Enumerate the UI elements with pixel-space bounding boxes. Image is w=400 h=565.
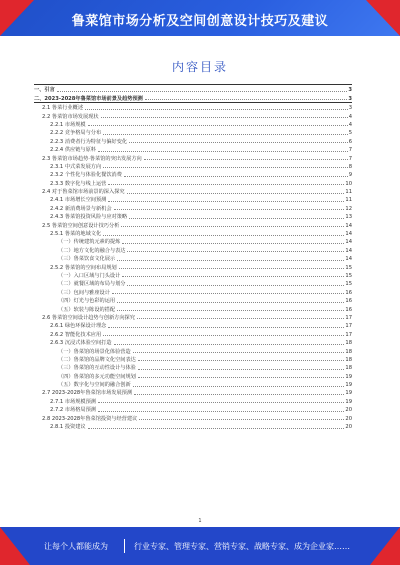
toc-entry[interactable]: [34, 84, 352, 93]
toc-entry-page: 3: [348, 95, 352, 102]
toc-entry-page: 18: [345, 356, 352, 363]
toc-entry-page: 15: [345, 272, 352, 279]
toc-entry[interactable]: [34, 229, 352, 237]
toc-entry[interactable]: [34, 111, 352, 119]
toc-entry[interactable]: [34, 396, 352, 404]
toc-entry[interactable]: [34, 254, 352, 262]
toc-entry[interactable]: [34, 178, 352, 186]
toc-entry-page: 19: [345, 398, 352, 405]
toc-leader-dots: [85, 109, 348, 110]
toc-entry-text: 2.2.4 供应链与原料: [50, 147, 96, 154]
toc-entry-page: 18: [345, 340, 352, 347]
toc-entry-page: 17: [345, 323, 352, 330]
toc-entry[interactable]: [34, 279, 352, 287]
toc-entry-page: 17: [345, 331, 352, 338]
toc-entry[interactable]: [34, 346, 352, 354]
toc-entry-text: 2.6.3 沉浸式体验空间打造: [50, 340, 112, 347]
toc-leader-dots: [133, 386, 345, 387]
document-title: 鲁菜馆市场分析及空间创意设计技巧及建议: [71, 14, 329, 29]
toc-entry-text: 2.3.1 中式菜发展方向: [50, 163, 102, 170]
toc-entry-page: 16: [345, 298, 352, 305]
toc-entry-text: （五）软装与陈设的搭配: [58, 306, 116, 313]
toc-leader-dots: [144, 159, 348, 160]
toc-entry[interactable]: [34, 262, 352, 270]
toc-entry-text: 二、2023-2028年鲁菜馆市场前景及趋势预测: [34, 95, 143, 102]
toc-leader-dots: [119, 268, 345, 269]
toc-leader-dots: [138, 369, 345, 370]
toc-entry[interactable]: [34, 203, 352, 211]
toc-entry[interactable]: [34, 245, 352, 253]
footer-slogan: 让每个人都能成为: [44, 542, 108, 551]
toc-leader-dots: [138, 360, 345, 361]
toc-entry[interactable]: [34, 355, 352, 363]
table-of-contents: [34, 84, 352, 430]
toc-entry[interactable]: [34, 388, 352, 396]
toc-entry[interactable]: [34, 296, 352, 304]
toc-leader-dots: [101, 117, 348, 118]
toc-entry-page: 19: [345, 373, 352, 380]
toc-leader-dots: [103, 235, 344, 236]
toc-entry-text: 2.2.2 竞争格局与分布: [50, 130, 102, 137]
toc-entry-page: 15: [345, 264, 352, 271]
toc-entry-text: 2.2 鲁菜馆市场发展现状: [42, 113, 99, 120]
toc-entry-text: 2.4.3 鲁菜馆投资风险与应对策略: [50, 214, 128, 221]
toc-entry-text: 2.8.1 投资建议: [50, 424, 86, 431]
toc-leader-dots: [145, 99, 348, 100]
toc-entry-page: 14: [345, 231, 352, 238]
toc-entry[interactable]: [34, 371, 352, 379]
toc-leader-dots: [112, 293, 345, 294]
toc-entry-page: 14: [345, 256, 352, 263]
toc-entry-page: 10: [345, 180, 352, 187]
toc-entry-text: （四）鲁菜馆的多元功能空间规划: [58, 373, 136, 380]
toc-leader-dots: [108, 184, 344, 185]
toc-leader-dots: [98, 151, 348, 152]
toc-entry-page: 16: [345, 306, 352, 313]
toc-entry-page: 14: [345, 239, 352, 246]
toc-leader-dots: [108, 327, 344, 328]
toc-leader-dots: [137, 318, 344, 319]
toc-entry-page: 7: [348, 155, 352, 162]
toc-entry-page: 5: [348, 130, 352, 137]
footer-banner: [0, 527, 400, 565]
toc-leader-dots: [98, 411, 344, 412]
toc-entry-text: 一、引言: [34, 87, 55, 94]
toc-entry-text: （三）鲁菜饮食文化展示: [58, 256, 116, 263]
toc-entry-page: 18: [345, 365, 352, 372]
toc-entry[interactable]: [34, 405, 352, 413]
toc-leader-dots: [129, 218, 344, 219]
toc-entry[interactable]: [34, 187, 352, 195]
toc-entry-text: （一）传统建筑元素的提炼: [58, 239, 121, 246]
toc-leader-dots: [127, 193, 345, 194]
toc-entry-text: （一）入口区域与门头设计: [58, 272, 121, 279]
toc-entry-text: 2.2.3 消费者行为特征与偏好变化: [50, 138, 128, 145]
toc-entry-text: 2.4.2 新消费场景与新机会: [50, 205, 112, 212]
toc-entry[interactable]: [34, 212, 352, 220]
toc-entry-page: 12: [345, 205, 352, 212]
toc-entry[interactable]: [34, 329, 352, 337]
toc-entry-page: 11: [345, 197, 352, 204]
toc-entry-page: 4: [348, 121, 352, 128]
toc-entry-page: 15: [345, 281, 352, 288]
toc-leader-dots: [117, 302, 344, 303]
toc-entry-text: 2.3 鲁菜馆市场趋势·鲁菜馆的突出发展方向: [42, 155, 142, 162]
toc-entry-text: 2.3.3 数字化与线上运营: [50, 180, 107, 187]
toc-leader-dots: [88, 125, 348, 126]
toc-entry-page: 11: [345, 189, 352, 196]
toc-entry[interactable]: [34, 153, 352, 161]
toc-leader-dots: [129, 142, 348, 143]
toc-entry-page: 4: [348, 113, 352, 120]
toc-entry-text: （三）鲁菜馆的互动性设计与体验: [58, 365, 136, 372]
toc-leader-dots: [127, 251, 344, 252]
footer-divider: [124, 539, 125, 553]
toc-leader-dots: [114, 209, 345, 210]
toc-entry[interactable]: [34, 195, 352, 203]
toc-leader-dots: [133, 352, 345, 353]
toc-entry-page: 14: [345, 222, 352, 229]
footer-red-corner-left: [0, 527, 30, 565]
toc-entry-page: 8: [348, 163, 352, 170]
toc-leader-dots: [117, 310, 344, 311]
toc-leader-dots: [88, 428, 345, 429]
toc-leader-dots: [98, 402, 344, 403]
toc-leader-dots: [103, 335, 344, 336]
toc-entry-text: 2.1 鲁菜行业概述: [42, 105, 84, 112]
toc-leader-dots: [122, 243, 344, 244]
toc-entry-text: （二）就餐区域的布局与划分: [58, 281, 126, 288]
toc-entry-page: 3: [348, 87, 352, 94]
toc-entry-text: （一）鲁菜馆的场景化体验营造: [58, 348, 131, 355]
toc-entry[interactable]: [34, 220, 352, 228]
toc-entry-text: 2.6.2 智能化技术应用: [50, 331, 102, 338]
toc-leader-dots: [134, 394, 344, 395]
toc-leader-dots: [121, 226, 344, 227]
page-title: 内容目录: [171, 60, 228, 74]
toc-leader-dots: [103, 134, 348, 135]
toc-entry-text: 2.4.1 市场增长空间预测: [50, 197, 107, 204]
toc-entry-text: 2.5.1 鲁菜的地域文化: [50, 231, 102, 238]
toc-leader-dots: [139, 419, 344, 420]
toc-entry[interactable]: [34, 363, 352, 371]
toc-entry[interactable]: [34, 413, 352, 421]
footer-tagline: 行业专家、管理专家、营销专家、战略专家、成为企业家……: [134, 542, 350, 551]
toc-entry[interactable]: [34, 271, 352, 279]
toc-entry-page: 9: [348, 172, 352, 179]
toc-entry-page: 19: [345, 382, 352, 389]
toc-leader-dots: [103, 167, 348, 168]
toc-entry[interactable]: [34, 162, 352, 170]
toc-entry-text: （四）灯光与色彩的运用: [58, 298, 116, 305]
toc-entry[interactable]: [34, 93, 352, 102]
toc-entry[interactable]: [34, 237, 352, 245]
toc-entry[interactable]: [34, 338, 352, 346]
toc-entry[interactable]: [34, 422, 352, 430]
toc-entry-page: 18: [345, 348, 352, 355]
toc-leader-dots: [122, 276, 344, 277]
toc-leader-dots: [127, 285, 344, 286]
toc-leader-dots: [114, 344, 345, 345]
toc-entry-page: 20: [345, 415, 352, 422]
toc-entry[interactable]: [34, 304, 352, 312]
toc-entry[interactable]: [34, 128, 352, 136]
toc-entry-text: 2.6 鲁菜馆空间设计趋势与创新方向探究: [42, 314, 135, 321]
toc-entry-text: 2.5 鲁菜馆空间创意设计技巧分析: [42, 222, 120, 229]
toc-entry-text: 2.3.2 个性化与体验化餐饮消费: [50, 172, 122, 179]
toc-entry-page: 7: [348, 147, 352, 154]
toc-entry-text: （五）数字化与空间的融合创新: [58, 382, 131, 389]
toc-entry-page: 16: [345, 289, 352, 296]
toc-entry-text: （二）地方文化的融合与表达: [58, 247, 126, 254]
toc-leader-dots: [117, 260, 344, 261]
toc-entry[interactable]: [34, 170, 352, 178]
toc-entry-text: 2.4 对于鲁菜馆市场前景的深入探究: [42, 189, 125, 196]
toc-entry-page: 6: [348, 138, 352, 145]
header-banner: [0, 0, 400, 36]
toc-leader-dots: [138, 377, 345, 378]
toc-entry-page: 13: [345, 214, 352, 221]
toc-entry-text: 2.8 2023-2028年鲁菜馆投资与经营建议: [42, 415, 138, 422]
toc-entry-text: 2.2.1 市场规模: [50, 121, 86, 128]
toc-entry-page: 20: [345, 424, 352, 431]
toc-entry-text: （二）鲁菜馆的品牌文化空间表达: [58, 356, 136, 363]
toc-leader-dots: [57, 91, 348, 92]
toc-entry[interactable]: [34, 313, 352, 321]
toc-entry-text: 2.7.2 市场格局预测: [50, 407, 96, 414]
toc-entry[interactable]: [34, 120, 352, 128]
toc-entry[interactable]: [34, 380, 352, 388]
toc-entry[interactable]: [34, 145, 352, 153]
toc-leader-dots: [108, 201, 344, 202]
toc-entry-page: 3: [348, 105, 352, 112]
footer-red-corner-right: [370, 527, 400, 565]
toc-entry-page: 17: [345, 314, 352, 321]
toc-entry-text: 2.6.1 绿色环保设计理念: [50, 323, 107, 330]
page-number: 1: [198, 518, 202, 524]
toc-entry-text: （三）包间与雅座设计: [58, 289, 110, 296]
toc-entry-page: 19: [345, 390, 352, 397]
toc-entry-page: 14: [345, 247, 352, 254]
toc-leader-dots: [124, 176, 348, 177]
toc-entry[interactable]: [34, 136, 352, 144]
toc-entry-text: 2.7 2023-2028年鲁菜馆市场发展预测: [42, 390, 133, 397]
toc-entry-text: 2.7.1 市场规模预测: [50, 398, 96, 405]
toc-entry[interactable]: [34, 103, 352, 111]
toc-entry-text: 2.5.2 鲁菜馆的空间布局规划: [50, 264, 117, 271]
toc-entry[interactable]: [34, 321, 352, 329]
toc-entry[interactable]: [34, 287, 352, 295]
toc-entry-page: 20: [345, 407, 352, 414]
